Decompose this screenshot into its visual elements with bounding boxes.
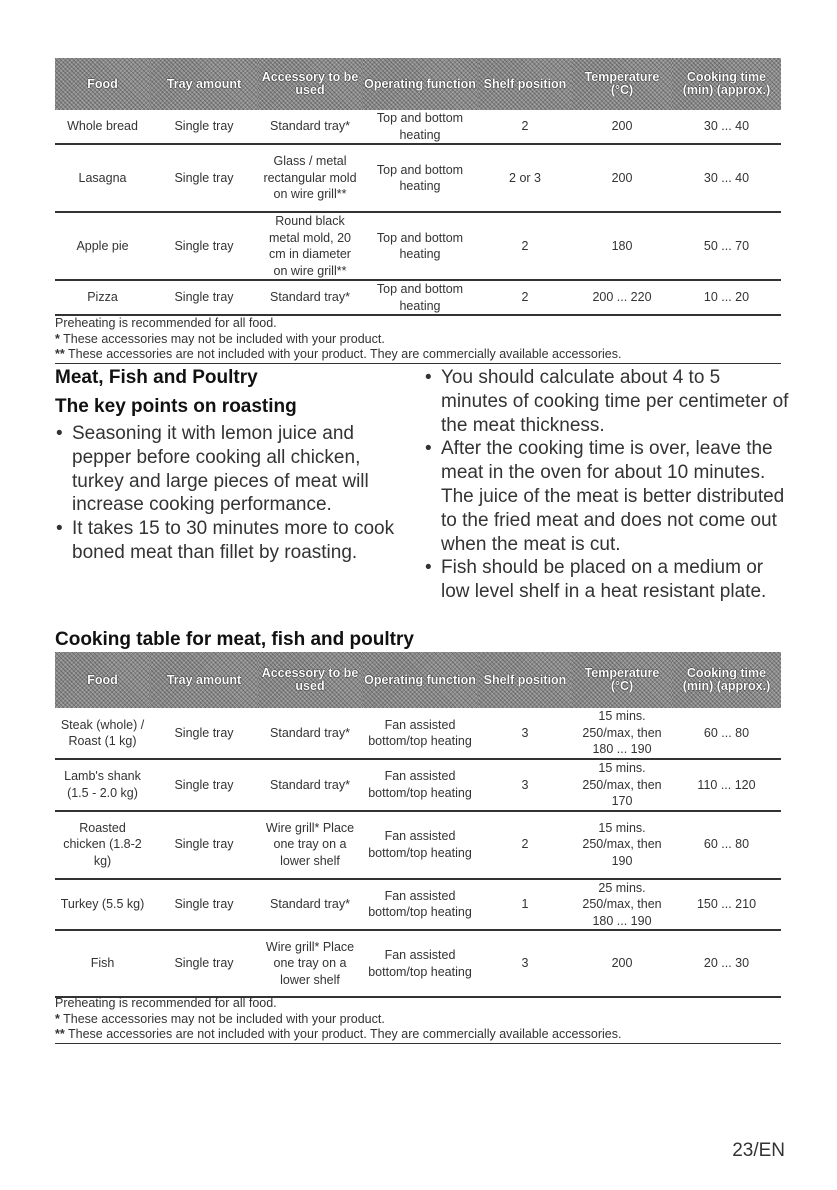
cell-shelf-position: 2 or 3 <box>478 144 572 212</box>
cell-operating-function: Top and bottom heating <box>362 212 478 280</box>
cell-shelf-position: 3 <box>478 930 572 997</box>
cell-cooking-time: 110 ... 120 <box>672 759 781 811</box>
cell-tray-amount: Single tray <box>150 759 258 811</box>
bullet-item: • Seasoning it with lemon juice and pepper before cooking all chicken, turkey and large pieces of meat will increase cooking performance. <box>55 422 415 517</box>
cell-accessory: Wire grill* Place one tray on a lower shelf <box>258 930 362 997</box>
cell-accessory: Glass / metal rectangular mold on wire grill** <box>258 144 362 212</box>
table-row <box>55 280 781 315</box>
left-column <box>55 366 415 565</box>
footnote-2: ** These accessories are not included with your product. They are commercially available accessories. <box>55 347 622 361</box>
section-title: Meat, Fish and Poultry <box>55 367 258 388</box>
column-header-temperature: Temperature (°C) <box>572 58 672 110</box>
bullet-item: • It takes 15 to 30 minutes more to cook boned meat than fillet by roasting. <box>55 517 415 565</box>
cell-temperature: 200 <box>572 930 672 997</box>
cell-food: Apple pie <box>55 212 150 280</box>
cell-food: Lasagna <box>55 144 150 212</box>
meat-cooking-table <box>55 652 781 998</box>
column-header-cooking-time: Cooking time (min) (approx.) <box>672 58 781 110</box>
cell-accessory: Standard tray* <box>258 110 362 144</box>
table2-notes <box>55 996 781 1044</box>
table-row <box>55 212 781 280</box>
column-header-shelf-position: Shelf position <box>478 652 572 708</box>
cell-temperature: 15 mins. 250/max, then 190 <box>572 811 672 879</box>
table1-notes <box>55 316 781 364</box>
cell-operating-function: Fan assisted bottom/top heating <box>362 708 478 759</box>
column-header-accessory: Accessory to be used <box>258 58 362 110</box>
table2-title: Cooking table for meat, fish and poultry <box>55 628 417 654</box>
column-header-food: Food <box>55 58 150 110</box>
cell-operating-function: Fan assisted bottom/top heating <box>362 930 478 997</box>
cell-cooking-time: 60 ... 80 <box>672 811 781 879</box>
cell-cooking-time: 60 ... 80 <box>672 708 781 759</box>
cell-tray-amount: Single tray <box>150 280 258 315</box>
cell-accessory: Round black metal mold, 20 cm in diameter on wire grill** <box>258 212 362 280</box>
table-row <box>55 759 781 811</box>
cell-cooking-time: 20 ... 30 <box>672 930 781 997</box>
footnote-1: * These accessories may not be included with your product. <box>55 331 385 346</box>
cell-cooking-time: 50 ... 70 <box>672 212 781 280</box>
cell-shelf-position: 2 <box>478 811 572 879</box>
cell-tray-amount: Single tray <box>150 110 258 144</box>
cell-operating-function: Fan assisted bottom/top heating <box>362 759 478 811</box>
cell-temperature: 200 <box>572 110 672 144</box>
cell-cooking-time: 10 ... 20 <box>672 280 781 315</box>
cell-tray-amount: Single tray <box>150 879 258 931</box>
cell-temperature: 15 mins. 250/max, then 170 <box>572 759 672 811</box>
cell-tray-amount: Single tray <box>150 708 258 759</box>
cell-operating-function: Top and bottom heating <box>362 144 478 212</box>
table-header-row <box>55 58 781 110</box>
cell-tray-amount: Single tray <box>150 144 258 212</box>
table-row <box>55 879 781 931</box>
column-header-operating-function: Operating function <box>362 652 478 708</box>
column-header-temperature: Temperature (°C) <box>572 652 672 708</box>
column-header-operating-function: Operating function <box>362 58 478 110</box>
cell-tray-amount: Single tray <box>150 811 258 879</box>
cell-operating-function: Top and bottom heating <box>362 110 478 144</box>
cell-shelf-position: 2 <box>478 280 572 315</box>
column-header-tray-amount: Tray amount <box>150 58 258 110</box>
table-header-row <box>55 652 781 708</box>
cell-shelf-position: 2 <box>478 110 572 144</box>
cell-food: Roasted chicken (1.8-2 kg) <box>55 811 150 879</box>
bullet-item: • You should calculate about 4 to 5 minutes of cooking time per centimeter of the meat thickness. <box>424 366 789 437</box>
cell-operating-function: Fan assisted bottom/top heating <box>362 811 478 879</box>
footnote-2: ** These accessories are not included with your product. They are commercially available accessories. <box>55 1027 622 1041</box>
cell-food: Lamb's shank (1.5 - 2.0 kg) <box>55 759 150 811</box>
bullet-item: • Fish should be placed on a medium or low level shelf in a heat resistant plate. <box>424 556 789 604</box>
cell-accessory: Standard tray* <box>258 708 362 759</box>
column-header-food: Food <box>55 652 150 708</box>
cell-accessory: Standard tray* <box>258 759 362 811</box>
cell-cooking-time: 30 ... 40 <box>672 144 781 212</box>
table-row <box>55 811 781 879</box>
cell-accessory: Standard tray* <box>258 280 362 315</box>
cell-operating-function: Fan assisted bottom/top heating <box>362 879 478 931</box>
column-header-tray-amount: Tray amount <box>150 652 258 708</box>
cell-tray-amount: Single tray <box>150 212 258 280</box>
cell-accessory: Standard tray* <box>258 879 362 931</box>
cell-cooking-time: 30 ... 40 <box>672 110 781 144</box>
cell-tray-amount: Single tray <box>150 930 258 997</box>
cell-shelf-position: 1 <box>478 879 572 931</box>
cell-temperature: 200 ... 220 <box>572 280 672 315</box>
cell-temperature: 180 <box>572 212 672 280</box>
table-row <box>55 708 781 759</box>
preheat-note: Preheating is recommended for all food. <box>55 996 277 1010</box>
page-number: 23/EN <box>732 1140 785 1161</box>
cell-food: Turkey (5.5 kg) <box>55 879 150 931</box>
column-header-accessory: Accessory to be used <box>258 652 362 708</box>
cell-cooking-time: 150 ... 210 <box>672 879 781 931</box>
preheat-note: Preheating is recommended for all food. <box>55 316 277 330</box>
table-row <box>55 110 781 144</box>
cell-temperature: 25 mins. 250/max, then 180 ... 190 <box>572 879 672 931</box>
cell-food: Pizza <box>55 280 150 315</box>
footnote-1: * These accessories may not be included with your product. <box>55 1011 385 1026</box>
baking-table <box>55 58 781 316</box>
bullet-item: • After the cooking time is over, leave the meat in the oven for about 10 minutes. The juice of the meat is better distributed to the fried meat and does not come out when the meat is cut. <box>424 437 789 556</box>
cell-food: Fish <box>55 930 150 997</box>
cell-temperature: 15 mins. 250/max, then 180 ... 190 <box>572 708 672 759</box>
cell-shelf-position: 3 <box>478 759 572 811</box>
section-subtitle: The key points on roasting <box>55 396 297 417</box>
cell-accessory: Wire grill* Place one tray on a lower shelf <box>258 811 362 879</box>
table-row <box>55 930 781 997</box>
cell-shelf-position: 3 <box>478 708 572 759</box>
table-row <box>55 144 781 212</box>
cell-operating-function: Top and bottom heating <box>362 280 478 315</box>
right-column <box>424 366 789 604</box>
cell-food: Whole bread <box>55 110 150 144</box>
cell-shelf-position: 2 <box>478 212 572 280</box>
cell-temperature: 200 <box>572 144 672 212</box>
column-header-cooking-time: Cooking time (min) (approx.) <box>672 652 781 708</box>
cell-food: Steak (whole) / Roast (1 kg) <box>55 708 150 759</box>
column-header-shelf-position: Shelf position <box>478 58 572 110</box>
